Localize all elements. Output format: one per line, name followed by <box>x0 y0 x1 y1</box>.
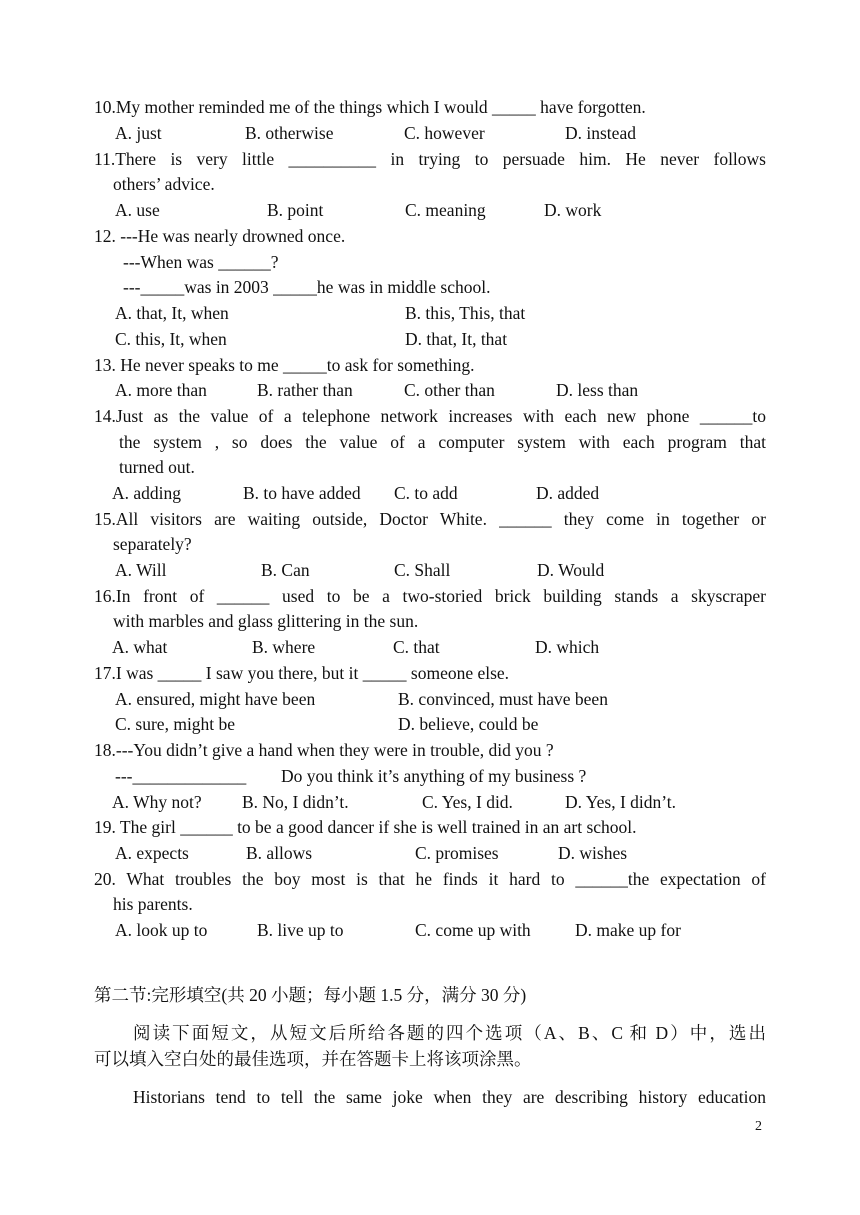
q17-option-a: A. ensured, might have been <box>115 689 316 709</box>
passage-first-line: Historians tend to tell the same joke when they are describing history education <box>133 1087 766 1107</box>
q15-option-b: B. Can <box>261 560 310 580</box>
question-11-stem-line2: others’ advice. <box>113 174 215 194</box>
question-18-reply: Do you think it’s anything of my business ? <box>281 766 587 786</box>
q11-option-b: B. point <box>267 200 324 220</box>
q12-option-a: A. that, It, when <box>115 303 229 323</box>
q10-option-a: A. just <box>115 123 162 143</box>
q15-option-c: C. Shall <box>394 560 451 580</box>
q13-option-c: C. other than <box>404 380 495 400</box>
q19-option-b: B. allows <box>246 843 313 863</box>
q10-option-b: B. otherwise <box>245 123 334 143</box>
page-number: 2 <box>755 1119 762 1134</box>
q16-option-b: B. where <box>252 637 316 657</box>
question-10-stem: 10.My mother reminded me of the things which I would _____ have forgotten. <box>94 97 646 117</box>
q17-option-c: C. sure, might be <box>115 714 236 734</box>
q19-option-d: D. wishes <box>558 843 628 863</box>
question-18-answer-blank: ---_____________ <box>115 766 247 786</box>
question-15-stem-line2: separately? <box>113 534 192 554</box>
question-20-stem-line1: 20. What troubles the boy most is that he finds it hard to ______the expectation of <box>94 869 766 889</box>
q14-option-c: C. to add <box>394 483 458 503</box>
q12-option-d: D. that, It, that <box>405 329 508 349</box>
q14-option-d: D. added <box>536 483 600 503</box>
q14-option-b: B. to have added <box>243 483 361 503</box>
q15-option-d: D. Would <box>537 560 605 580</box>
question-11-stem-line1: 11.There is very little __________ in trying to persuade him. He never follows <box>94 149 766 169</box>
question-14-stem-line1: 14.Just as the value of a telephone network increases with each new phone ______to <box>94 406 766 426</box>
q19-option-c: C. promises <box>415 843 499 863</box>
q14-option-a: A. adding <box>112 483 182 503</box>
q16-option-c: C. that <box>393 637 440 657</box>
question-14-stem-line3: turned out. <box>119 457 195 477</box>
q15-option-a: A. Will <box>115 560 167 580</box>
question-12-line3: ---_____was in 2003 _____he was in middle school. <box>123 277 491 297</box>
q18-option-c: C. Yes, I did. <box>422 792 513 812</box>
question-12-line2: ---When was ______? <box>123 252 279 272</box>
q11-option-d: D. work <box>544 200 602 220</box>
question-13-stem: 13. He never speaks to me _____to ask for something. <box>94 355 475 375</box>
q13-option-b: B. rather than <box>257 380 353 400</box>
q13-option-a: A. more than <box>115 380 207 400</box>
q18-option-b: B. No, I didn’t. <box>242 792 349 812</box>
q16-option-a: A. what <box>112 637 168 657</box>
q20-option-d: D. make up for <box>575 920 681 940</box>
question-16-stem-line1: 16.In front of ______ used to be a two-storied brick building stands a skyscraper <box>94 586 766 606</box>
q12-option-c: C. this, It, when <box>115 329 227 349</box>
q17-option-b: B. convinced, must have been <box>398 689 608 709</box>
q20-option-a: A. look up to <box>115 920 208 940</box>
q10-option-d: D. instead <box>565 123 636 143</box>
q18-option-a: A. Why not? <box>112 792 202 812</box>
question-18-stem: 18.---You didn’t give a hand when they were in trouble, did you ? <box>94 740 554 760</box>
section-2-instruction-line2: 可以填入空白处的最佳选项，并在答题卡上将该项涂黑。 <box>94 1049 532 1069</box>
q20-option-b: B. live up to <box>257 920 344 940</box>
q17-option-d: D. believe, could be <box>398 714 539 734</box>
question-20-stem-line2: his parents. <box>113 894 193 914</box>
question-14-stem-line2: the system , so does the value of a computer system with each program that <box>119 432 766 452</box>
q11-option-a: A. use <box>115 200 160 220</box>
q20-option-c: C. come up with <box>415 920 531 940</box>
question-12-stem: 12. ---He was nearly drowned once. <box>94 226 346 246</box>
q18-option-d: D. Yes, I didn’t. <box>565 792 677 812</box>
q11-option-c: C. meaning <box>405 200 486 220</box>
question-17-stem: 17.I was _____ I saw you there, but it _____ someone else. <box>94 663 510 683</box>
question-19-stem: 19. The girl ______ to be a good dancer if she is well trained in an art school. <box>94 817 637 837</box>
question-15-stem-line1: 15.All visitors are waiting outside, Doctor White. ______ they come in together or <box>94 509 766 529</box>
section-2-heading: 第二节:完形填空(共 20 小题；每小题 1.5 分，满分 30 分) <box>94 985 527 1005</box>
q10-option-c: C. however <box>404 123 485 143</box>
q16-option-d: D. which <box>535 637 600 657</box>
q19-option-a: A. expects <box>115 843 189 863</box>
section-2-instruction-line1: 阅读下面短文，从短文后所给各题的四个选项（A、B、C 和 D）中，选出 <box>133 1023 766 1043</box>
question-16-stem-line2: with marbles and glass glittering in the sun. <box>113 611 419 631</box>
q13-option-d: D. less than <box>556 380 639 400</box>
q12-option-b: B. this, This, that <box>405 303 526 323</box>
